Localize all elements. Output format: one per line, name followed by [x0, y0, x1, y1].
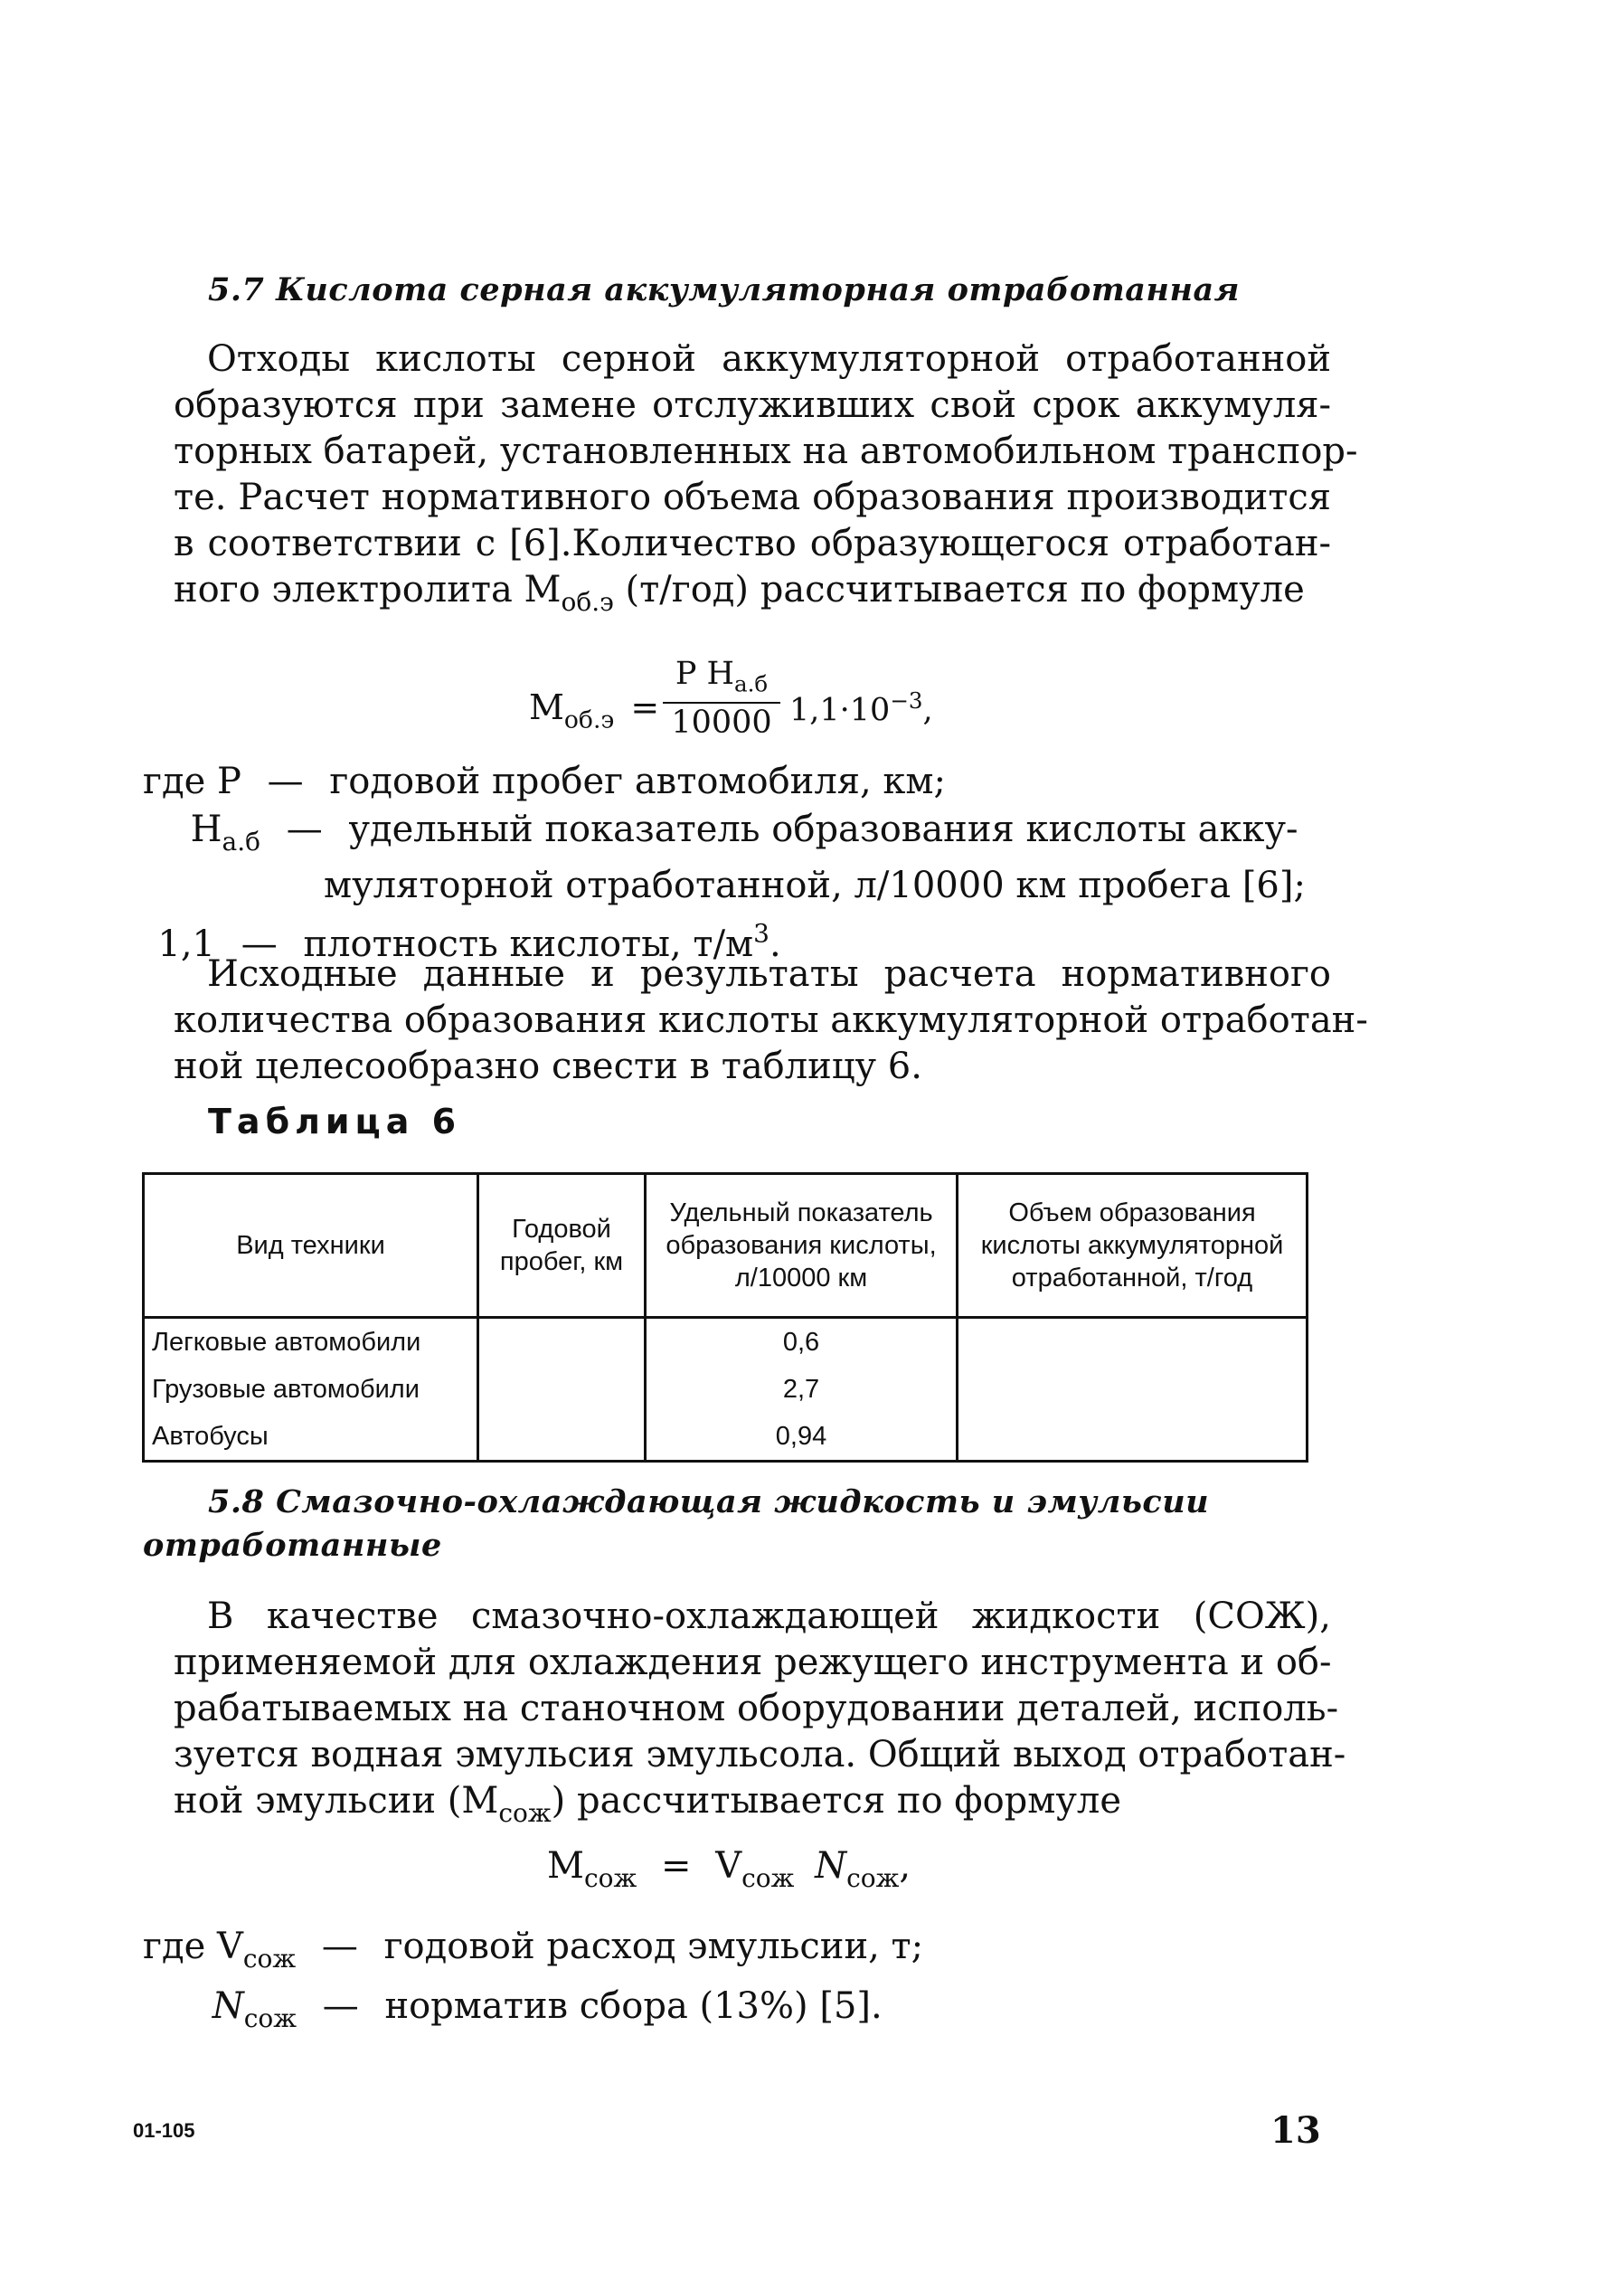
table-row — [144, 1318, 1308, 1367]
definition-row: $Н_{а.б}$ — удельный показатель образования кислоты акку- — [190, 809, 1298, 857]
cell-vehicle-type: Легковые автомобили — [144, 1318, 478, 1367]
table-header-row — [144, 1174, 1308, 1318]
definition-row: где $V_{сож}$ — годовой расход эмульсии, т; — [143, 1926, 924, 1974]
paragraph-line: применяемой для охлаждения режущего инструмента и об- — [174, 1642, 1332, 1683]
cell-mileage — [478, 1366, 646, 1413]
section-heading-5-7: 5.7 Кислота серная аккумуляторная отработанная — [208, 271, 1241, 308]
paragraph-line: в соответствии с [6].Количество образующегося отработан- — [174, 523, 1331, 564]
cell-volume — [958, 1366, 1308, 1413]
column-header: Объем образования кислоты аккумуляторной отработанной, т/год — [958, 1174, 1308, 1318]
section-heading-5-8: 5.8 Смазочно-охлаждающая жидкость и эмульсии — [208, 1483, 1210, 1520]
paragraph-line: Исходные данные и результаты расчета нормативного — [207, 953, 1331, 995]
section-5-7-paragraph — [174, 336, 1358, 625]
column-header: Вид техники — [144, 1174, 478, 1318]
definition-row-continuation: муляторной отработанной, л/10000 км пробега [6]; — [324, 864, 1306, 906]
paragraph-line: образуются при замене отслуживших свой срок аккумуля- — [174, 384, 1331, 426]
paragraph-line: ного электролита $М_{об.э}$ (т/год) рассчитывается по формуле — [174, 569, 1305, 617]
cell-rate: 2,7 — [646, 1366, 958, 1413]
column-header: Удельный показатель образования кислоты, л/10000 км — [646, 1174, 958, 1318]
formula-emulsion: $М_{сож} = V_{сож}$ $N_{сож}$, — [547, 1845, 911, 1893]
cell-volume — [958, 1413, 1308, 1462]
paragraph-line: В качестве смазочно-охлаждающей жидкости (СОЖ), — [207, 1596, 1331, 1637]
cell-mileage — [478, 1318, 646, 1367]
cell-vehicle-type: Автобусы — [144, 1413, 478, 1462]
table-row — [144, 1413, 1308, 1462]
table-row — [144, 1366, 1308, 1413]
paragraph-line: ной целесообразно свести в таблицу 6. — [174, 1046, 922, 1087]
page-number: 13 — [1270, 2109, 1321, 2152]
formula-fraction: Р $Н_{а.б}$ 10000 — [663, 657, 780, 742]
footer-code: 01-105 — [133, 2119, 195, 2142]
formula-definitions — [143, 760, 1306, 967]
column-header: Годовой пробег, км — [478, 1174, 646, 1318]
section-heading-5-8-line2: отработанные — [143, 1527, 442, 1564]
paragraph-line: количества образования кислоты аккумуляторной отработан- — [174, 999, 1368, 1041]
definition-row: 1,1 — плотность кислоты, $т/м^3$. — [157, 918, 781, 966]
definition-row: где Р — годовой пробег автомобиля, км; — [143, 761, 947, 802]
cell-rate: 0,6 — [646, 1318, 958, 1367]
cell-volume — [958, 1318, 1308, 1367]
definition-row: $N_{сож}$ — норматив сбора (13%) [5]. — [212, 1984, 883, 2033]
paragraph-line: Отходы кислоты серной аккумуляторной отработанной — [207, 338, 1331, 380]
paragraph-line: ной эмульсии $(М_{сож})$ рассчитывается по формуле — [174, 1780, 1122, 1828]
cell-mileage — [478, 1413, 646, 1462]
formula-definitions-5-8 — [143, 1925, 923, 2041]
paragraph-line: те. Расчет нормативного объема образования производится — [174, 477, 1331, 518]
paragraph-line: рабатываемых на станочном оборудовании деталей, исполь- — [174, 1688, 1339, 1729]
cell-rate: 0,94 — [646, 1413, 958, 1462]
cell-vehicle-type: Грузовые автомобили — [144, 1366, 478, 1413]
summary-paragraph — [174, 952, 1368, 1090]
paragraph-line: торных батарей, установленных на автомобильном транспор- — [174, 431, 1358, 472]
table-caption: Таблица 6 — [208, 1102, 462, 1141]
formula-acid-volume: $М_{об.э}$ = Р $Н_{а.б}$ 10000 $1,1\cdot 10^{-3}$, — [529, 656, 933, 741]
section-5-8-paragraph — [174, 1594, 1346, 1836]
table-6 — [142, 1172, 1308, 1463]
paragraph-line: зуется водная эмульсия эмульсола. Общий выход отработан- — [174, 1734, 1346, 1775]
